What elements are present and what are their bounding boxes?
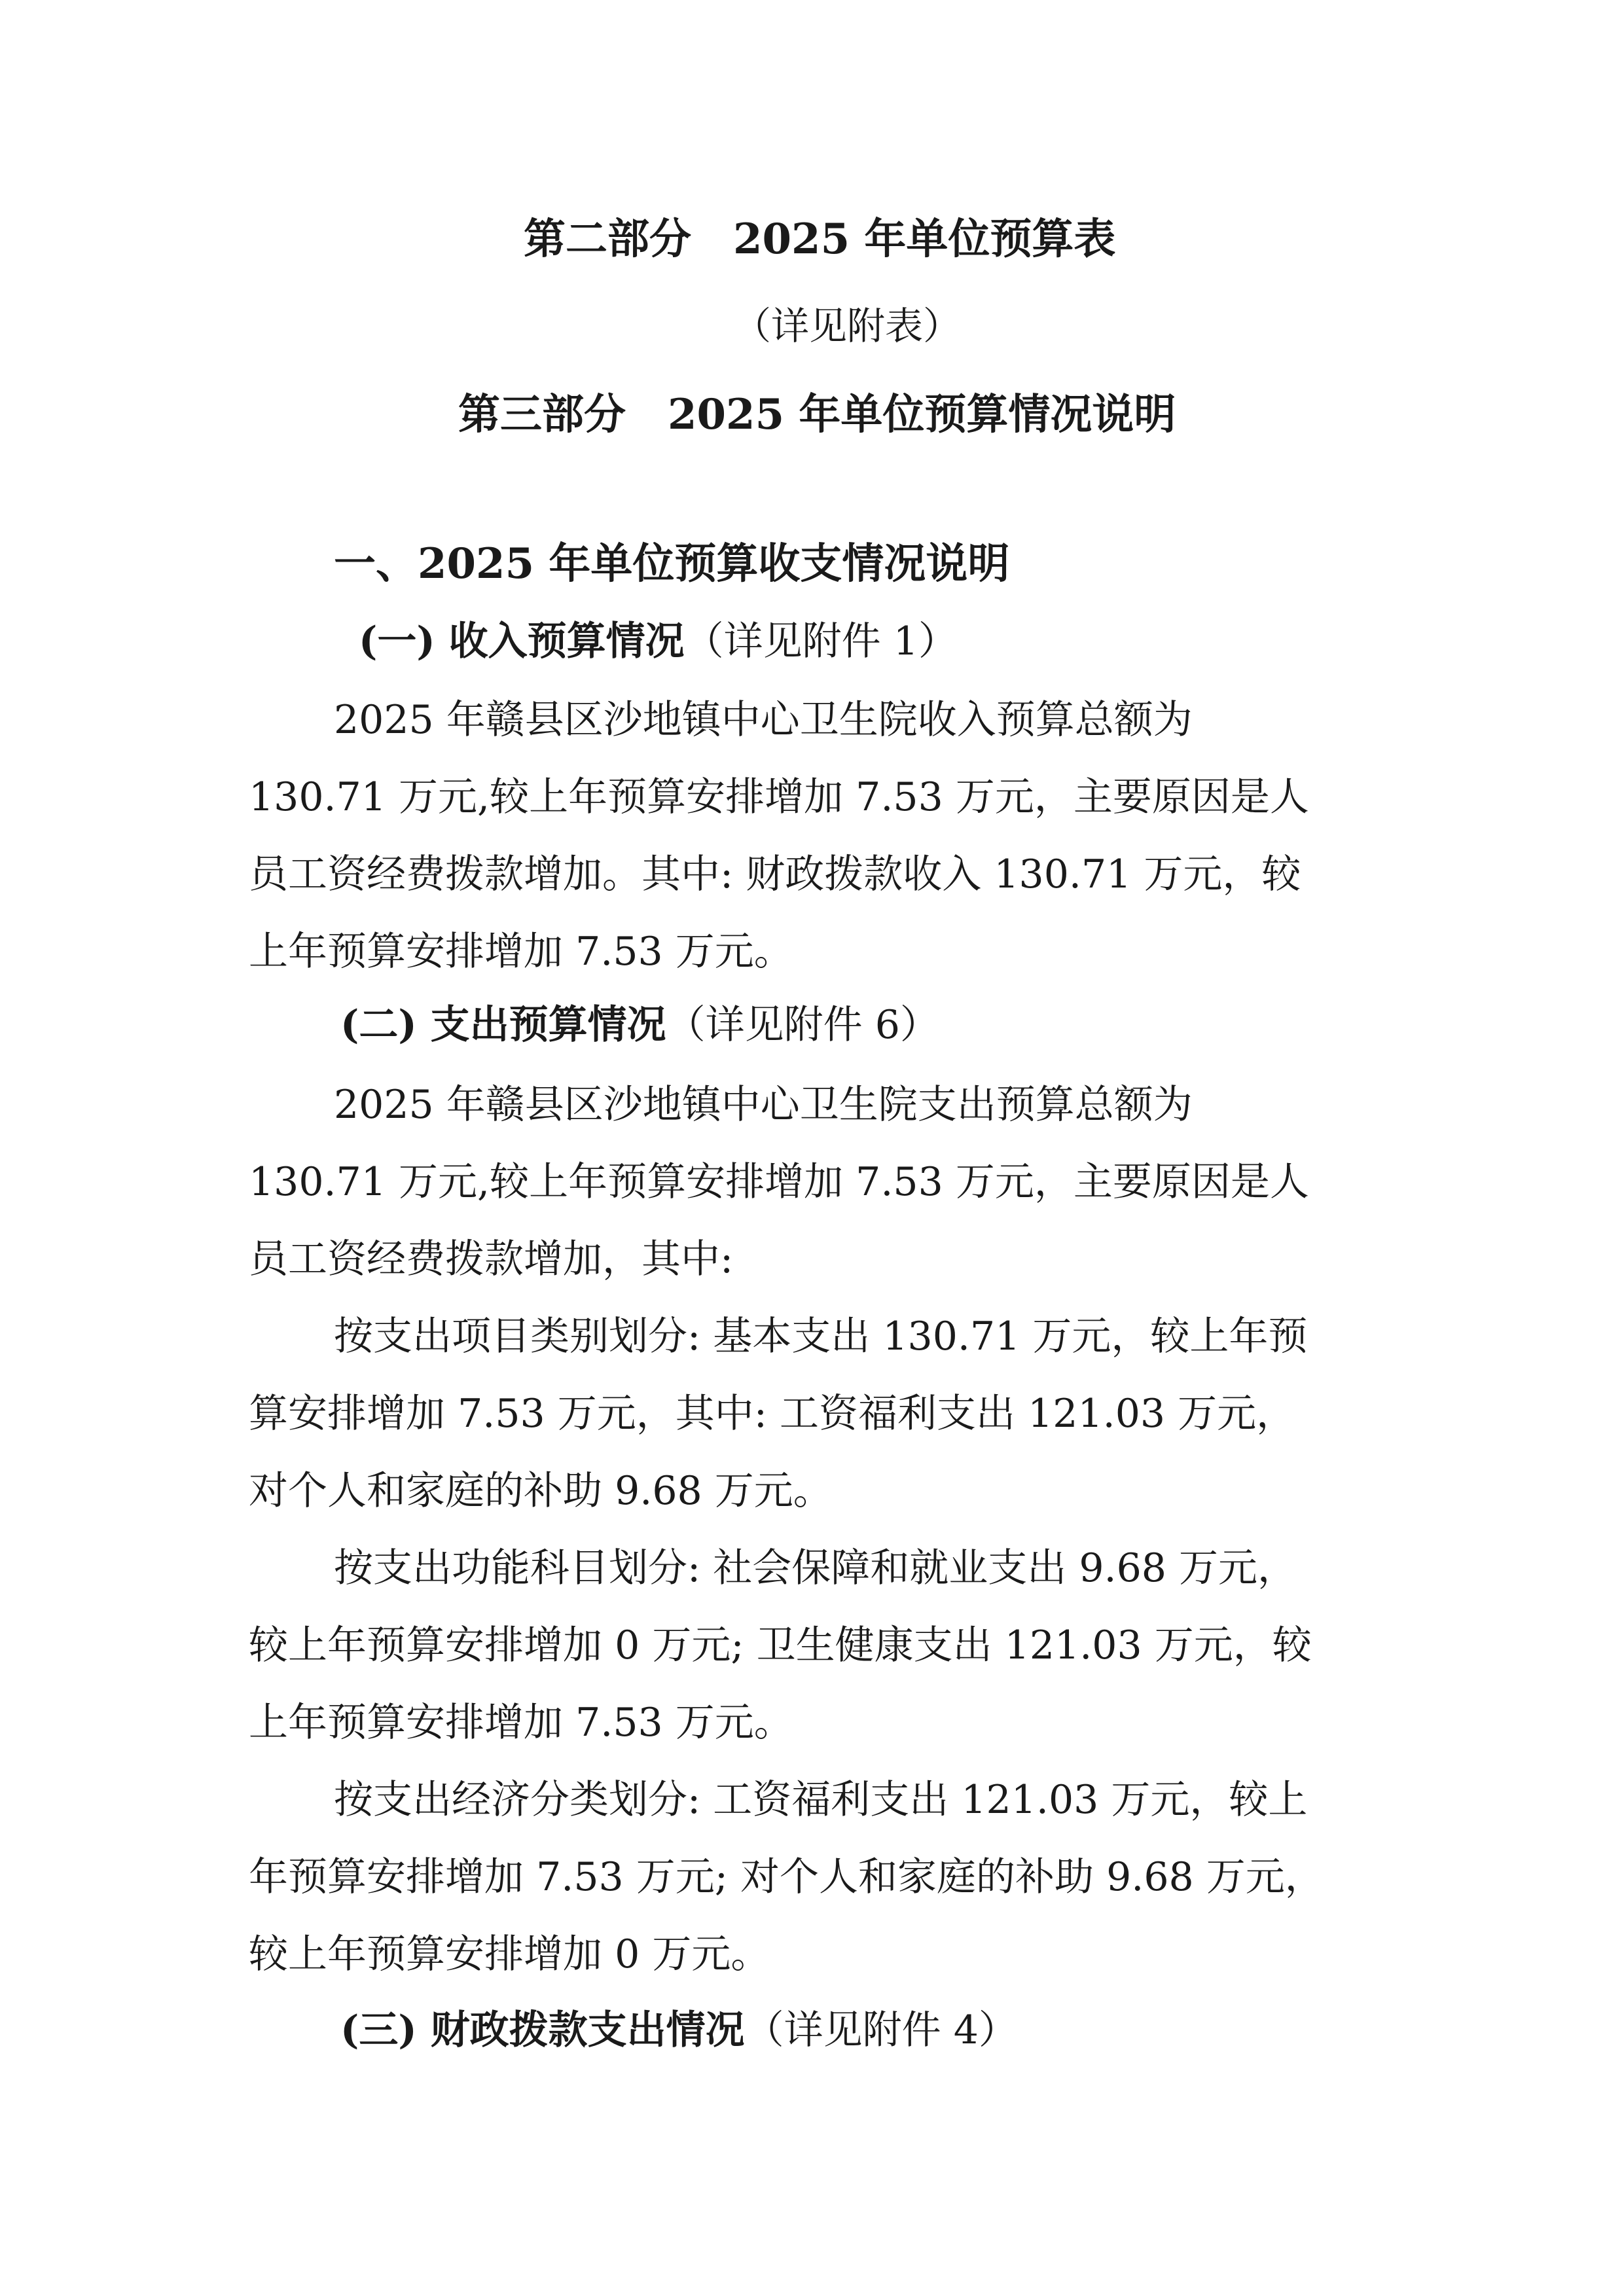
by-project-line-1: 按支出项目类别划分: 基本支出 130.71 万元，较上年预 [334, 1314, 1308, 1359]
income-line-2: 130.71 万元,较上年预算安排增加 7.53 万元，主要原因是人 [249, 774, 1309, 820]
fiscal-heading-row [340, 2007, 1018, 2054]
income-line-1: 2025 年赣县区沙地镇中心卫生院收入预算总额为 [334, 697, 1193, 743]
part2-title: 第二部分 2025 年单位预算表 [524, 215, 1116, 264]
expense-heading-row [340, 1001, 939, 1049]
fiscal-heading: (三) 财政拨款支出情况 [340, 2007, 745, 2053]
part2-note: （详见附表） [733, 304, 962, 348]
by-economic-line-2: 年预算安排增加 7.53 万元; 对个人和家庭的补助 9.68 万元， [249, 1854, 1324, 1900]
expense-line-1: 2025 年赣县区沙地镇中心卫生院支出预算总额为 [334, 1082, 1193, 1128]
income-heading: (一) 收入预算情况 [359, 619, 685, 664]
part3-title: 第三部分 2025 年单位预算情况说明 [458, 390, 1176, 439]
section1-title: 一、2025 年单位预算收支情况说明 [334, 539, 1010, 588]
expense-line-2: 130.71 万元,较上年预算安排增加 7.53 万元，主要原因是人 [249, 1159, 1309, 1205]
income-line-4: 上年预算安排增加 7.53 万元。 [249, 929, 793, 975]
by-project-line-3: 对个人和家庭的补助 9.68 万元。 [249, 1468, 833, 1514]
income-ref: （详见附件 1） [684, 619, 958, 664]
by-project-line-2: 算安排增加 7.53 万元，其中: 工资福利支出 121.03 万元， [249, 1391, 1296, 1437]
by-function-line-3: 上年预算安排增加 7.53 万元。 [249, 1700, 793, 1746]
expense-line-3: 员工资经费拨款增加，其中: [249, 1236, 734, 1282]
by-function-line-2: 较上年预算安排增加 0 万元; 卫生健康支出 121.03 万元，较 [249, 1623, 1312, 1668]
by-economic-line-1: 按支出经济分类划分: 工资福利支出 121.03 万元，较上 [334, 1777, 1308, 1823]
fiscal-ref: （详见附件 4） [744, 2007, 1018, 2053]
by-economic-line-3: 较上年预算安排增加 0 万元。 [249, 1931, 770, 1977]
expense-ref: （详见附件 6） [666, 1002, 939, 1048]
by-function-line-1: 按支出功能科目划分: 社会保障和就业支出 9.68 万元， [334, 1545, 1297, 1591]
expense-heading: (二) 支出预算情况 [340, 1002, 666, 1048]
income-line-3: 员工资经费拨款增加。其中: 财政拨款收入 130.71 万元，较 [249, 852, 1301, 897]
income-heading-row [359, 618, 958, 665]
